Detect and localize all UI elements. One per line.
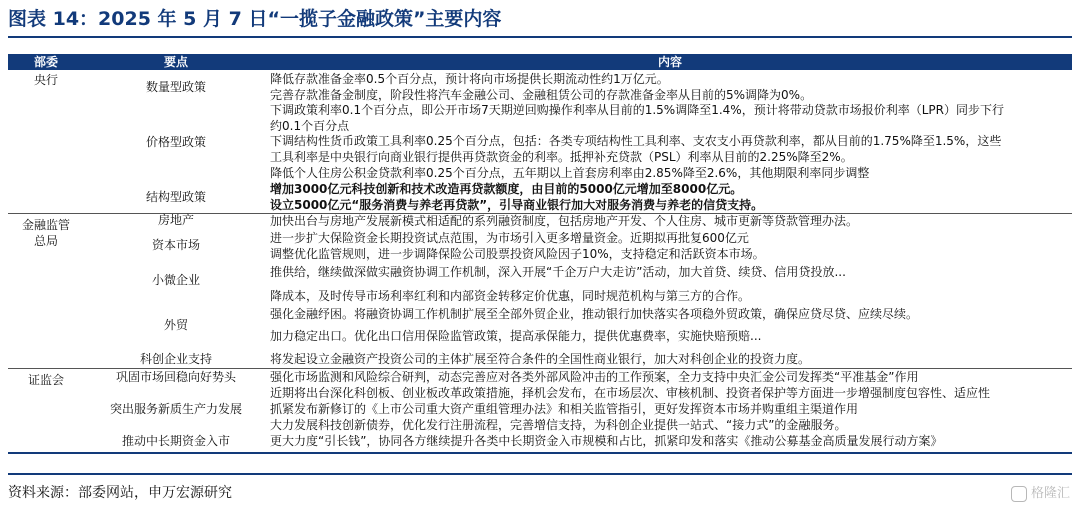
point-market-stability: 巩固市场回稳向好势头: [115, 370, 236, 384]
point-new-productivity: 突出服务新质生产力发展: [109, 402, 242, 416]
header-point: 要点: [163, 55, 188, 69]
dept-pbc: 央行: [33, 73, 58, 87]
table-row: 加力稳定出口。优化出口信用保险监管政策，提高承保能力，提供优惠费率，实施快赔预赔...: [270, 329, 762, 343]
point-structural: 结构型政策: [145, 190, 206, 204]
table-row: 完善存款准备金制度，阶段性将汽车金融公司、金融租赁公司的存款准备金率从目前的5%调降为0%。: [270, 88, 813, 102]
table-row: 将发起设立金融资产投资公司的主体扩展至符合条件的全国性商业银行，加大对科创企业的投资力度。: [270, 352, 811, 366]
source-note: 资料来源：部委网站，申万宏源研究: [8, 485, 232, 501]
header-content: 内容: [657, 55, 682, 69]
table-row: 工具利率是中央银行向商业银行提供再贷款资金的利率。抵押补充贷款（PSL）利率从目前的2.25%降至2%。: [270, 150, 853, 164]
table-row: 下调结构性货币政策工具利率0.25个百分点，包括：各类专项结构性工具利率、支农支小再贷款利率，都从目前的1.75%降至1.5%，这些: [270, 134, 1002, 148]
table-row: 设立5000亿元“服务消费与养老再贷款”，引导商业银行加大对服务消费与养老的信贷支持。: [270, 198, 764, 212]
table-row: 更大力度“引长钱”，协同各方继续提升各类中长期资金入市规模和占比，抓紧印发和落实《推动公募基金高质量发展行动方案》: [270, 434, 943, 448]
table-row: 降低个人住房公积金贷款利率0.25个百分点，五年期以上首套房利率由2.85%降至2.6%，其他期限利率同步调整: [270, 166, 870, 180]
table-row: 下调政策利率0.1个百分点，即公开市场7天期逆回购操作利率从目前的1.5%调降至1.4%，预计将带动贷款市场报价利率（LPR）同步下行: [270, 103, 1004, 117]
title-divider: [8, 36, 1072, 38]
table-row: 约0.1个百分点: [270, 119, 350, 133]
point-trade: 外贸: [163, 318, 188, 332]
page-title: 图表 14：2025 年 5 月 7 日“一揽子金融政策”主要内容: [8, 8, 502, 30]
dept-nfra-line1: 金融监管: [21, 218, 70, 232]
point-small-business: 小微企业: [151, 273, 200, 287]
table-row: 抓紧发布新修订的《上市公司重大资产重组管理办法》和相关监管指引，更好发挥资本市场并购重组主渠道作用: [270, 402, 859, 416]
table-row: 降低存款准备金率0.5个百分点，预计将向市场提供长期流动性约1万亿元。: [270, 72, 669, 86]
table-row: 大力发展科技创新债券，优化发行注册流程，完善增信支持，为科创企业提供一站式、“接力式”的金融服务。: [270, 418, 847, 432]
table-row: 降成本，及时传导市场利率红利和内部资金转移定价优惠，同时规范机构与第三方的合作。: [270, 289, 751, 303]
table-bottom-rule: [8, 452, 1072, 454]
point-capital-market: 资本市场: [151, 238, 200, 252]
watermark: [1011, 484, 1070, 504]
point-long-term-funds: 推动中长期资金入市: [121, 434, 230, 448]
table-header: [8, 54, 1072, 70]
point-realestate: 房地产: [157, 213, 194, 227]
table-row: 近期将出台深化科创板、创业板改革政策措施，择机会发布，在市场层次、审核机制、投资者保护等方面进一步增强制度包容性、适应性: [270, 386, 991, 400]
table-row: 调整优化监管规则，进一步调降保险公司股票投资风险因子10%，支持稳定和活跃资本市场。: [270, 247, 765, 261]
table-row: 加快出台与房地产发展新模式相适配的系列融资制度，包括房地产开发、个人住房、城市更新等贷款管理办法。: [270, 214, 859, 228]
point-tech-enterprise: 科创企业支持: [139, 352, 212, 366]
table-row: 进一步扩大保险资金长期投资试点范围，为市场引入更多增量资金。近期拟再批复600亿元: [270, 231, 749, 245]
table-row: 推供给，继续做深做实融资协调工作机制，深入开展“千企万户大走访”活动，加大首贷、续贷、信用贷投放...: [270, 265, 846, 279]
watermark-logo-icon: [1011, 486, 1027, 502]
table-row: 强化市场监测和风险综合研判，动态完善应对各类外部风险冲击的工作预案，全力支持中央汇金公司发挥类“平准基金”作用: [270, 370, 919, 384]
point-price: 价格型政策: [145, 135, 206, 149]
dept-nfra-line2: 总局: [33, 234, 58, 248]
header-dept: 部委: [33, 55, 58, 69]
section-divider: [8, 368, 1072, 369]
point-quantity: 数量型政策: [145, 80, 206, 94]
table-row: 强化金融纾困。将融资协调工作机制扩展至全部外贸企业，推动银行加快落实各项稳外贸政策，确保应贷尽贷、应续尽续。: [270, 307, 919, 321]
source-divider: [8, 473, 1072, 475]
watermark-text: 格隆汇: [1030, 486, 1070, 501]
dept-csrc: 证监会: [27, 373, 64, 387]
table-row: 增加3000亿元科技创新和技术改造再贷款额度，由目前的5000亿元增加至8000亿元。: [270, 182, 743, 196]
